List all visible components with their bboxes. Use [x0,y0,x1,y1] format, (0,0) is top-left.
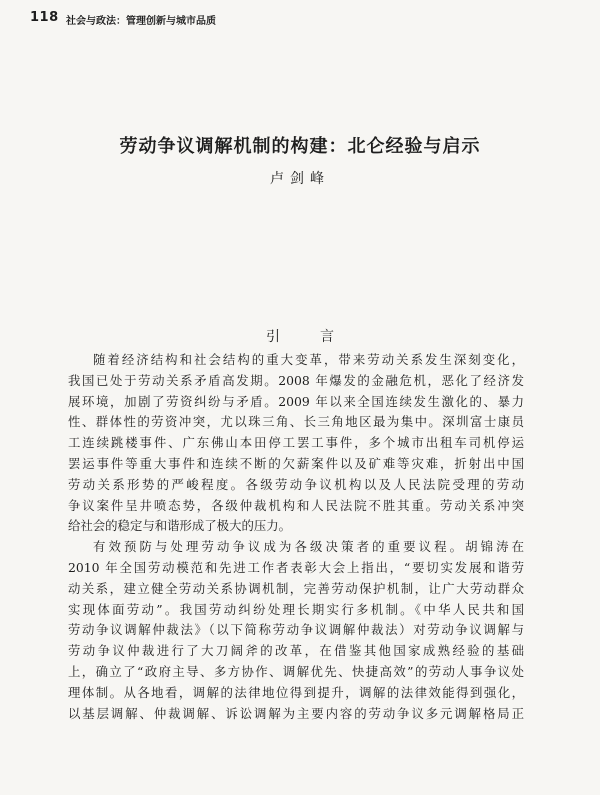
article-title: 劳动争议调解机制的构建：北仑经验与启示 [119,136,481,157]
body-line: 劳动争议调解仲裁法》（以下简称劳动争议调解仲裁法）对劳动争议调解与 [68,622,524,638]
body-line: 劳动关系形势的严峻程度。各级劳动争议机构以及人民法院受理的劳动 [68,476,524,492]
page-header [22,10,582,30]
body-line: 劳动争议仲裁进行了大刀阔斧的改革，在借鉴其他国家成熟经验的基础 [68,643,524,659]
body-line: 理体制。从各地看，调解的法律地位得到提升，调解的法律效能得到强化， [68,684,524,700]
body-line: 罢运事件等重大事件和连续不断的欠薪案件以及矿难等灾难，折射出中国 [68,455,524,471]
body-line: 我国已处于劳动关系矛盾高发期。2008 年爆发的金融危机，恶化了经济发 [68,372,524,388]
body-line: 给社会的稳定与和谐形成了极大的压力。 [68,518,292,534]
section-heading: 引言 [266,329,374,345]
body-line: 2010 年全国劳动模范和先进工作者表彰大会上指出，“要切实发展和谐劳 [68,559,524,575]
body-line: 性、群体性的劳资冲突，尤以珠三角、长三角地区最为集中。深圳富士康员 [68,414,524,430]
page-number: 118 [30,10,59,25]
running-head: 社会与政法：管理创新与城市品质 [66,16,216,27]
body-line: 随着经济结构和社会结构的重大变革，带来劳动关系发生深刻变化， [93,352,524,367]
body-line: 争议案件呈井喷态势，各级仲裁机构和人民法院不胜其重。劳动关系冲突 [68,497,524,513]
article-author: 卢剑峰 [270,171,330,187]
body-line: 动关系，建立健全劳动关系协调机制，完善劳动保护机制，让广大劳动群众 [68,580,524,596]
body-line: 上，确立了“政府主导、多方协作、调解优先、快捷高效”的劳动人事争议处 [68,663,524,679]
body-line: 以基层调解、仲裁调解、诉讼调解为主要内容的劳动争议多元调解格局正 [68,705,524,721]
body-line: 有效预防与处理劳动争议成为各级决策者的重要议程。胡锦涛在 [93,539,524,555]
article-body [68,350,524,724]
body-line: 实现体面劳动”。我国劳动纠纷处理长期实行多机制。《中华人民共和国 [68,601,524,617]
body-line: 工连续跳楼事件、广东佛山本田停工罢工事件，多个城市出租车司机停运 [68,435,524,451]
body-line: 展环境，加剧了劳资纠纷与矛盾。2009 年以来全国连续发生激化的、暴力 [68,393,524,409]
